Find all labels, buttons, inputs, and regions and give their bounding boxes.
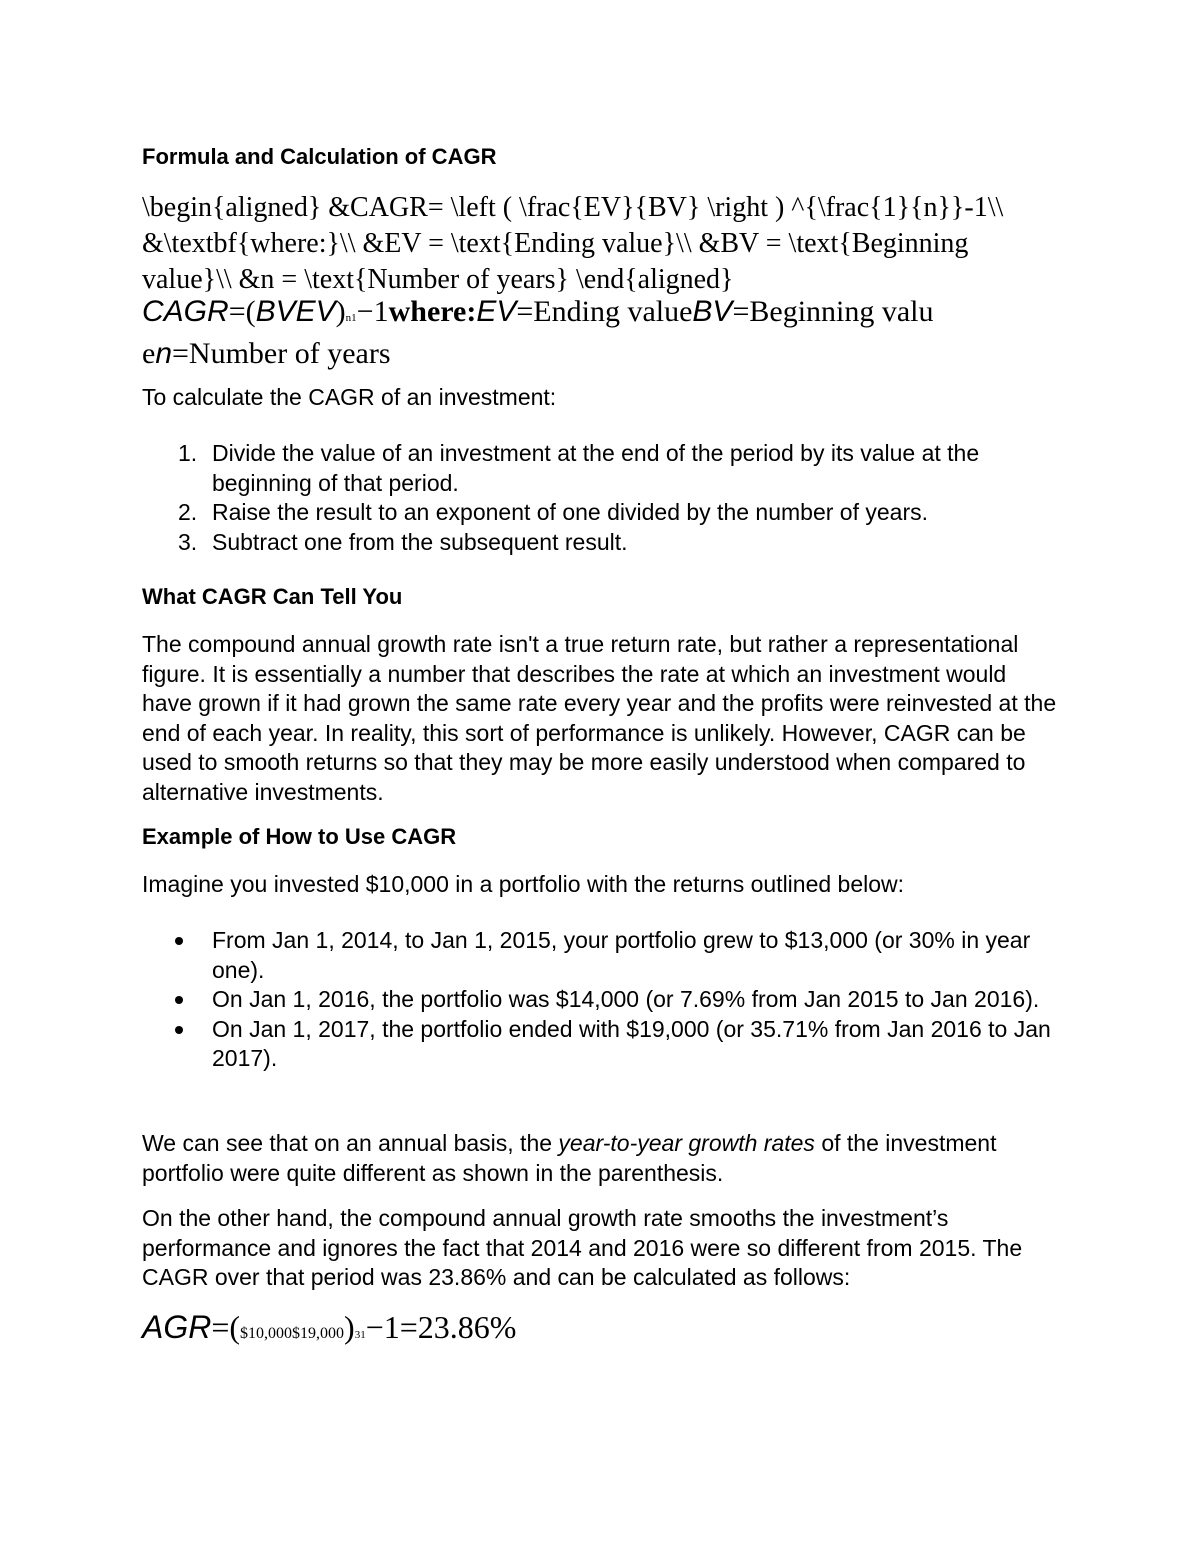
formula-exponent: n1 xyxy=(345,312,357,324)
formula-beginning-value: =Beginning valu xyxy=(732,295,934,328)
step-text: Divide the value of an investment at the end of the period by its value at the beginning of that period. xyxy=(212,440,980,496)
latex-source-text: \begin{aligned} &CAGR= \left ( \frac{EV}{BV} \right ) ^{\frac{1}{n}}-1\\ &\textbf{where:}\\ &EV = \text{Ending value}\\ &BV = \text{Beginning value}\\ &n = \text{Number of years} \end{aligned} xyxy=(142,192,1004,295)
bullet-icon xyxy=(175,996,183,1004)
formula-ev: EV xyxy=(295,295,336,328)
formula-number-of-years: =Number of years xyxy=(172,337,391,370)
heading-example: Example of How to Use CAGR xyxy=(142,824,457,849)
formula-bv: BV xyxy=(255,295,296,328)
final-result: −1=23.86% xyxy=(365,1309,517,1345)
paragraph-annual-basis xyxy=(142,1129,1062,1188)
intro-text: To calculate the CAGR of an investment: xyxy=(142,384,557,410)
formula-eq-open: =( xyxy=(228,295,256,328)
list-item xyxy=(142,439,1052,498)
list-item xyxy=(142,926,1052,985)
final-agr: AGR xyxy=(142,1309,212,1345)
formula-bv-def: BV xyxy=(692,295,733,328)
paragraph-imagine: Imagine you invested $10,000 in a portfolio with the returns outlined below: xyxy=(142,871,905,897)
steps-list xyxy=(142,439,1052,557)
formula-cagr: CAGR xyxy=(142,295,229,328)
paragraph-other-hand: On the other hand, the compound annual growth rate smooths the investment’s performance and ignores the fact that 2014 and 2016 were so different from 2015. The CAGR over that period was 23.86% and can be calculated as follows: xyxy=(142,1205,1023,1290)
formula-beginning-value-end: e xyxy=(142,337,156,370)
italic-text: year-to-year growth rates xyxy=(558,1130,815,1156)
final-fraction: $10,000$19,000 xyxy=(240,1325,345,1342)
formula-ending-value: =Ending value xyxy=(516,295,693,328)
list-item xyxy=(142,498,1052,528)
formula-ev-def: EV xyxy=(476,295,517,328)
list-item xyxy=(142,985,1052,1015)
rendered-formula xyxy=(142,294,1042,372)
bullet-icon xyxy=(175,937,183,945)
bullet-text: From Jan 1, 2014, to Jan 1, 2015, your portfolio grew to $13,000 (or 30% in year one). xyxy=(212,927,1031,983)
final-close: ) xyxy=(344,1309,355,1345)
bullet-text: On Jan 1, 2017, the portfolio ended with $19,000 (or 35.71% from Jan 2016 to Jan 2017). xyxy=(212,1015,1051,1071)
bullet-icon xyxy=(175,1026,183,1034)
heading-what-cagr: What CAGR Can Tell You xyxy=(142,584,403,609)
formula-where: where: xyxy=(388,295,477,328)
formula-n-def: n xyxy=(155,337,173,370)
formula-close: ) xyxy=(335,295,346,328)
bullet-text: On Jan 1, 2016, the portfolio was $14,000 (or 7.69% from Jan 2015 to Jan 2016). xyxy=(212,986,1040,1012)
list-item xyxy=(142,1015,1052,1074)
formula-minus-one: −1 xyxy=(356,295,389,328)
list-item xyxy=(142,528,1052,558)
step-number: 2. xyxy=(178,499,198,525)
final-exponent: 31 xyxy=(354,1329,366,1341)
text-run: of the investment portfolio were quite different as shown in the parenthesis. xyxy=(142,1130,997,1186)
paragraph-tell: The compound annual growth rate isn't a true return rate, but rather a representational figure. It is essentially a number that describes the rate at which an investment would have grown if it had grown the same rate every year and the profits were reinvested at the end of each year. In reality, this sort of performance is unlikely. However, CAGR can be used to smooth returns so that they may be more easily understood when compared to alternative investments. xyxy=(142,631,1057,805)
step-text: Subtract one from the subsequent result. xyxy=(212,528,628,555)
step-text: Raise the result to an exponent of one divided by the number of years. xyxy=(212,499,928,525)
returns-list xyxy=(142,926,1052,1074)
heading-formula: Formula and Calculation of CAGR xyxy=(142,144,497,169)
text-run: We can see that on an annual basis, the xyxy=(142,1130,559,1156)
step-number: 1. xyxy=(178,440,198,466)
final-eq-open: =( xyxy=(211,1309,241,1345)
step-number: 3. xyxy=(178,528,198,555)
final-formula xyxy=(142,1307,516,1355)
